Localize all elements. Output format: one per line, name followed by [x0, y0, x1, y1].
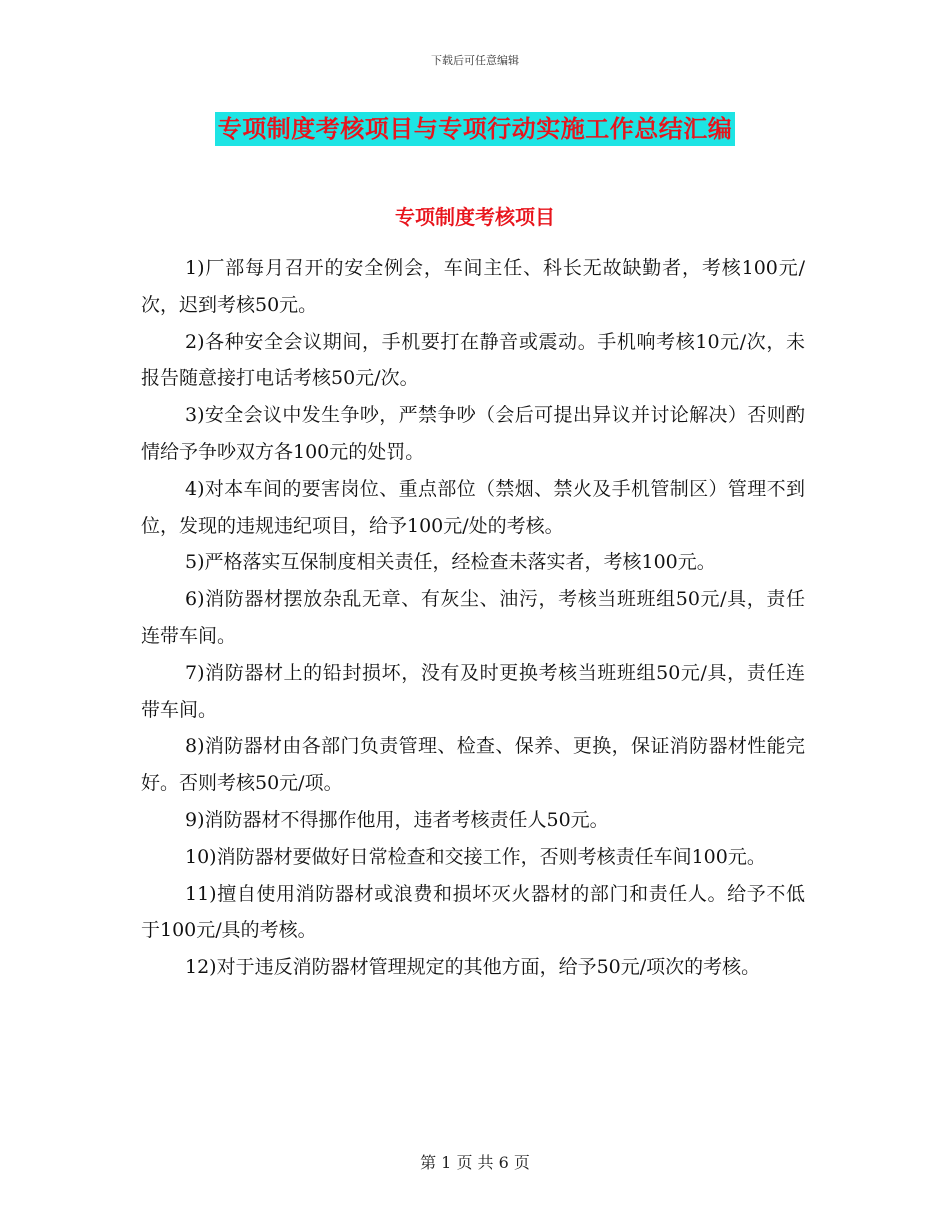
list-item: 9)消防器材不得挪作他用，违者考核责任人50元。 [185, 808, 609, 831]
document-title: 专项制度考核项目与专项行动实施工作总结汇编 [215, 112, 736, 146]
list-item: 2)各种安全会议期间，手机要打在静音或震动。手机响考核10元/次，未报告随意接打电话考核50元/次。 [141, 330, 805, 390]
list-item: 10)消防器材要做好日常检查和交接工作，否则考核责任车间100元。 [185, 845, 766, 868]
page-header-note: 下载后可任意编辑 [431, 54, 519, 67]
list-item: 3)安全会议中发生争吵，严禁争吵（会后可提出异议并讨论解决）否则酌情给予争吵双方各100元的处罚。 [141, 404, 805, 463]
list-item: 11)擅自使用消防器材或浪费和损坏灭火器材的部门和责任人。给予不低于100元/具的考核。 [141, 882, 805, 942]
list-item: 1)厂部每月召开的安全例会，车间主任、科长无故缺勤者，考核100元/次，迟到考核50元。 [141, 257, 805, 316]
document-body [141, 250, 805, 986]
list-item: 12)对于违反消防器材管理规定的其他方面，给予50元/项次的考核。 [185, 956, 761, 979]
document-title-container [0, 112, 950, 146]
list-item: 4)对本车间的要害岗位、重点部位（禁烟、禁火及手机管制区）管理不到位，发现的违规违纪项目，给予100元/处的考核。 [141, 477, 805, 537]
list-item: 5)严格落实互保制度相关责任，经检查未落实者，考核100元。 [185, 551, 716, 574]
list-item: 8)消防器材由各部门负责管理、检查、保养、更换，保证消防器材性能完好。否则考核50元/项。 [141, 735, 805, 795]
page-number: 第 1 页 共 6 页 [420, 1153, 530, 1172]
section-title: 专项制度考核项目 [395, 205, 555, 229]
list-item: 7)消防器材上的铅封损坏，没有及时更换考核当班班组50元/具，责任连带车间。 [141, 661, 805, 721]
list-item: 6)消防器材摆放杂乱无章、有灰尘、油污，考核当班班组50元/具，责任连带车间。 [141, 588, 805, 647]
